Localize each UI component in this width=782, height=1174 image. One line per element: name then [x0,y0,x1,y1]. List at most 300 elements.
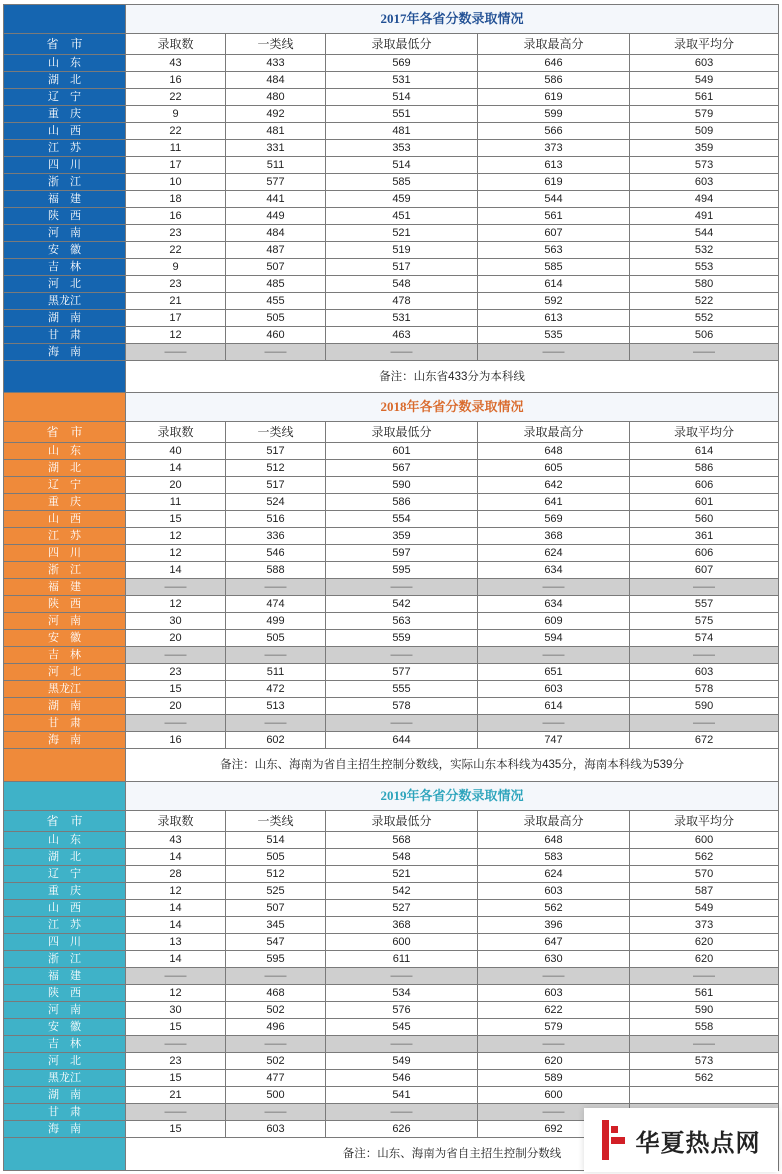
value-cell: 505 [226,310,326,327]
province-cell: 山 西 [4,123,126,140]
value-cell: 634 [478,562,630,579]
value-cell: 541 [326,1087,478,1104]
table-row [4,596,779,613]
value-cell: 613 [478,157,630,174]
value-cell: 600 [478,1087,630,1104]
province-cell: 甘 肃 [4,715,126,732]
table-row [4,664,779,681]
value-cell: 574 [630,630,779,647]
value-cell: 692 [478,1121,630,1138]
value-cell: 22 [126,123,226,140]
value-cell: 544 [630,225,779,242]
province-cell: 安 徽 [4,242,126,259]
value-cell: 624 [478,545,630,562]
province-cell: 河 南 [4,1002,126,1019]
table-row [4,225,779,242]
province-cell: 陕 西 [4,985,126,1002]
value-cell: —— [326,1104,478,1121]
value-cell: —— [126,344,226,361]
value-cell: 583 [478,849,630,866]
value-cell: 500 [226,1087,326,1104]
value-cell: 396 [478,917,630,934]
value-cell: 613 [478,310,630,327]
value-cell: 23 [126,225,226,242]
province-cell: 辽 宁 [4,866,126,883]
value-cell: 525 [226,883,326,900]
value-cell: 573 [630,1053,779,1070]
table-row [4,934,779,951]
province-cell: 湖 南 [4,698,126,715]
value-cell: 630 [478,951,630,968]
table-row [4,123,779,140]
value-cell: 568 [326,832,478,849]
value-cell: 549 [630,72,779,89]
province-cell: 安 徽 [4,630,126,647]
value-cell: 600 [326,934,478,951]
province-cell: 陕 西 [4,208,126,225]
watermark-text: 华夏热点网 [635,1129,761,1157]
column-header: 录取最低分 [326,811,478,832]
table-row [4,511,779,528]
value-cell: 30 [126,1002,226,1019]
score-table [3,392,779,782]
table-row [4,545,779,562]
value-cell: 561 [478,208,630,225]
table-row [4,1036,779,1053]
province-cell: 河 南 [4,613,126,630]
province-cell: 甘 肃 [4,1104,126,1121]
value-cell: —— [478,1036,630,1053]
value-cell: 359 [630,140,779,157]
province-cell: 湖 北 [4,460,126,477]
value-cell: 18 [126,191,226,208]
side-band [4,782,126,811]
value-cell: 14 [126,951,226,968]
table-note: 备注：山东、海南为省自主招生控制分数线 [126,1138,779,1171]
value-cell: 10 [126,174,226,191]
value-cell: 468 [226,985,326,1002]
value-cell: 549 [630,900,779,917]
value-cell: —— [630,1036,779,1053]
value-cell: 494 [630,191,779,208]
watermark-badge [584,1108,778,1172]
value-cell: 586 [478,72,630,89]
value-cell: 599 [478,106,630,123]
province-cell: 山 东 [4,832,126,849]
side-band [4,393,126,422]
value-cell: 373 [630,917,779,934]
value-cell: 542 [326,883,478,900]
value-cell: 14 [126,849,226,866]
value-cell: —— [126,1104,226,1121]
table-row [4,310,779,327]
value-cell: 601 [630,494,779,511]
value-cell: 552 [630,310,779,327]
value-cell: 619 [478,174,630,191]
value-cell: 531 [326,310,478,327]
value-cell: 20 [126,630,226,647]
value-cell: —— [126,579,226,596]
value-cell: 545 [326,1019,478,1036]
value-cell: 15 [126,1070,226,1087]
value-cell: 359 [326,528,478,545]
table-row [4,698,779,715]
table-row [4,1070,779,1087]
column-header: 录取平均分 [630,811,779,832]
value-cell: —— [326,579,478,596]
value-cell: 634 [478,596,630,613]
table-note: 备注：山东、海南为省自主招生控制分数线，实际山东本科线为435分，海南本科线为539分 [126,749,779,782]
province-cell: 浙 江 [4,562,126,579]
value-cell: 477 [226,1070,326,1087]
value-cell: 12 [126,596,226,613]
table-note: 备注：山东省433分为本科线 [126,361,779,394]
value-cell: 43 [126,832,226,849]
table-row [4,968,779,985]
value-cell: 17 [126,157,226,174]
table-row [4,89,779,106]
value-cell: 597 [326,545,478,562]
column-header: 录取数 [126,422,226,443]
value-cell: 514 [226,832,326,849]
value-cell: 603 [478,681,630,698]
value-cell: 606 [630,477,779,494]
value-cell: —— [226,579,326,596]
value-cell: 578 [326,698,478,715]
table-title: 2019年各省分数录取情况 [126,782,779,811]
value-cell: 502 [226,1002,326,1019]
value-cell: 648 [478,832,630,849]
value-cell: —— [226,968,326,985]
province-cell: 福 建 [4,968,126,985]
value-cell: —— [226,715,326,732]
column-header: 录取最高分 [478,811,630,832]
column-header: 一类线 [226,422,326,443]
value-cell: 460 [226,327,326,344]
province-cell: 河 北 [4,664,126,681]
value-cell: 614 [478,698,630,715]
province-cell: 黑龙江 [4,293,126,310]
value-cell: —— [478,968,630,985]
value-cell: 514 [326,89,478,106]
value-cell: 578 [630,681,779,698]
table-row [4,327,779,344]
value-cell: 463 [326,327,478,344]
value-cell: 566 [478,123,630,140]
table-row [4,140,779,157]
province-cell: 甘 肃 [4,327,126,344]
value-cell: 17 [126,310,226,327]
value-cell: 496 [226,1019,326,1036]
value-cell: 535 [478,327,630,344]
value-cell: 481 [226,123,326,140]
table-row [4,613,779,630]
value-cell: 547 [226,934,326,951]
province-cell: 海 南 [4,732,126,749]
value-cell: 672 [630,732,779,749]
value-cell: —— [126,715,226,732]
table-title: 2017年各省分数录取情况 [126,5,779,34]
province-cell: 四 川 [4,157,126,174]
value-cell: 474 [226,596,326,613]
value-cell: 555 [326,681,478,698]
table-row [4,344,779,361]
value-cell: 542 [326,596,478,613]
table-row [4,293,779,310]
value-cell: 603 [630,174,779,191]
table-row [4,72,779,89]
value-cell: 12 [126,985,226,1002]
value-cell: 527 [326,900,478,917]
value-cell: 21 [126,1087,226,1104]
table-row [4,259,779,276]
value-cell: 585 [478,259,630,276]
province-cell: 吉 林 [4,259,126,276]
value-cell: 580 [630,276,779,293]
province-cell: 福 建 [4,579,126,596]
province-cell: 重 庆 [4,494,126,511]
value-cell: 516 [226,511,326,528]
table-row [4,579,779,596]
province-cell: 山 西 [4,511,126,528]
value-cell: 544 [478,191,630,208]
value-cell: 644 [326,732,478,749]
table-row [4,477,779,494]
value-cell: 563 [478,242,630,259]
value-cell: 592 [478,293,630,310]
province-cell: 湖 南 [4,310,126,327]
value-cell: 549 [326,1053,478,1070]
province-cell: 江 苏 [4,917,126,934]
column-header: 录取数 [126,811,226,832]
value-cell: —— [630,715,779,732]
value-cell: 21 [126,293,226,310]
value-cell: —— [326,1036,478,1053]
value-cell: 614 [478,276,630,293]
value-cell: 620 [630,934,779,951]
value-cell: 651 [478,664,630,681]
column-header: 录取平均分 [630,34,779,55]
value-cell: 590 [326,477,478,494]
value-cell: 14 [126,562,226,579]
province-cell: 黑龙江 [4,681,126,698]
table-row [4,460,779,477]
value-cell: 559 [326,630,478,647]
table-2018 [3,392,778,782]
value-cell: 620 [630,951,779,968]
value-cell: 588 [226,562,326,579]
value-cell: 603 [478,985,630,1002]
value-cell: 589 [478,1070,630,1087]
value-cell: 502 [226,1053,326,1070]
province-cell: 吉 林 [4,647,126,664]
value-cell: 433 [226,55,326,72]
value-cell: 519 [326,242,478,259]
value-cell: 595 [326,562,478,579]
value-cell: —— [630,647,779,664]
value-cell: 11 [126,494,226,511]
value-cell: 15 [126,511,226,528]
value-cell: 20 [126,477,226,494]
value-cell: 575 [630,613,779,630]
table-row [4,528,779,545]
table-row [4,883,779,900]
value-cell: 642 [478,477,630,494]
value-cell: 562 [630,1070,779,1087]
table-row [4,985,779,1002]
score-table [3,4,779,394]
value-cell: —— [326,715,478,732]
value-cell: 561 [630,985,779,1002]
table-row [4,55,779,72]
value-cell: 603 [630,664,779,681]
value-cell: 611 [326,951,478,968]
value-cell: 562 [630,849,779,866]
value-cell: 587 [630,883,779,900]
value-cell: 590 [630,698,779,715]
value-cell: 579 [630,106,779,123]
province-cell: 重 庆 [4,883,126,900]
value-cell: 23 [126,664,226,681]
province-cell: 辽 宁 [4,477,126,494]
value-cell: 747 [478,732,630,749]
value-cell: 13 [126,934,226,951]
side-band [4,5,126,34]
table-row [4,917,779,934]
value-cell: 9 [126,259,226,276]
value-cell: 481 [326,123,478,140]
column-header: 录取数 [126,34,226,55]
value-cell: 22 [126,89,226,106]
value-cell: 607 [478,225,630,242]
value-cell: 622 [478,1002,630,1019]
value-cell: 480 [226,89,326,106]
value-cell: 609 [478,613,630,630]
value-cell: 600 [630,832,779,849]
province-cell: 吉 林 [4,1036,126,1053]
value-cell: 614 [630,443,779,460]
table-row [4,208,779,225]
value-cell: 345 [226,917,326,934]
value-cell: 619 [478,89,630,106]
value-cell: 646 [478,55,630,72]
value-cell: 484 [226,72,326,89]
value-cell: 361 [630,528,779,545]
value-cell: 23 [126,1053,226,1070]
column-header: 录取最高分 [478,422,630,443]
value-cell: —— [326,968,478,985]
province-cell: 黑龙江 [4,1070,126,1087]
value-cell: 506 [630,327,779,344]
value-cell: 512 [226,460,326,477]
value-cell: 368 [478,528,630,545]
value-cell: 12 [126,883,226,900]
value-cell: 499 [226,613,326,630]
value-cell: 521 [326,866,478,883]
value-cell: 455 [226,293,326,310]
value-cell: —— [478,715,630,732]
value-cell: 603 [478,883,630,900]
value-cell: 560 [630,511,779,528]
value-cell: —— [126,647,226,664]
province-cell: 河 北 [4,1053,126,1070]
province-cell: 江 苏 [4,528,126,545]
province-cell: 浙 江 [4,951,126,968]
value-cell: 492 [226,106,326,123]
value-cell: 517 [226,477,326,494]
value-cell: 472 [226,681,326,698]
value-cell: 579 [478,1019,630,1036]
column-header: 省 市 [4,811,126,832]
value-cell: 577 [326,664,478,681]
value-cell: 20 [126,698,226,715]
value-cell: 521 [326,225,478,242]
value-cell: —— [478,579,630,596]
value-cell: 511 [226,157,326,174]
value-cell: 43 [126,55,226,72]
column-header: 省 市 [4,34,126,55]
value-cell: 569 [326,55,478,72]
table-row [4,191,779,208]
value-cell: 561 [630,89,779,106]
value-cell: 512 [226,866,326,883]
table-row [4,715,779,732]
value-cell: 16 [126,732,226,749]
value-cell: 563 [326,613,478,630]
province-cell: 辽 宁 [4,89,126,106]
value-cell: —— [478,344,630,361]
table-row [4,242,779,259]
value-cell: 586 [630,460,779,477]
table-row [4,106,779,123]
value-cell: 487 [226,242,326,259]
value-cell: 531 [326,72,478,89]
value-cell: —— [326,344,478,361]
value-cell: 557 [630,596,779,613]
value-cell: —— [226,344,326,361]
value-cell: —— [126,1036,226,1053]
province-cell: 湖 北 [4,849,126,866]
value-cell: 449 [226,208,326,225]
value-cell: 647 [478,934,630,951]
value-cell: 562 [478,900,630,917]
province-cell: 湖 南 [4,1087,126,1104]
value-cell: 522 [630,293,779,310]
value-cell: 607 [630,562,779,579]
value-cell: 517 [226,443,326,460]
column-header: 省 市 [4,422,126,443]
value-cell: 12 [126,545,226,562]
value-cell: 524 [226,494,326,511]
value-cell: 553 [630,259,779,276]
value-cell: 368 [326,917,478,934]
table-row [4,157,779,174]
column-header: 录取最低分 [326,34,478,55]
table-row [4,866,779,883]
table-row [4,494,779,511]
value-cell: 534 [326,985,478,1002]
table-row [4,732,779,749]
value-cell: —— [226,1036,326,1053]
province-cell: 湖 北 [4,72,126,89]
value-cell: 22 [126,242,226,259]
table-row [4,630,779,647]
province-cell: 四 川 [4,934,126,951]
value-cell: 484 [226,225,326,242]
table-title: 2018年各省分数录取情况 [126,393,779,422]
value-cell: 532 [630,242,779,259]
value-cell: 626 [326,1121,478,1138]
